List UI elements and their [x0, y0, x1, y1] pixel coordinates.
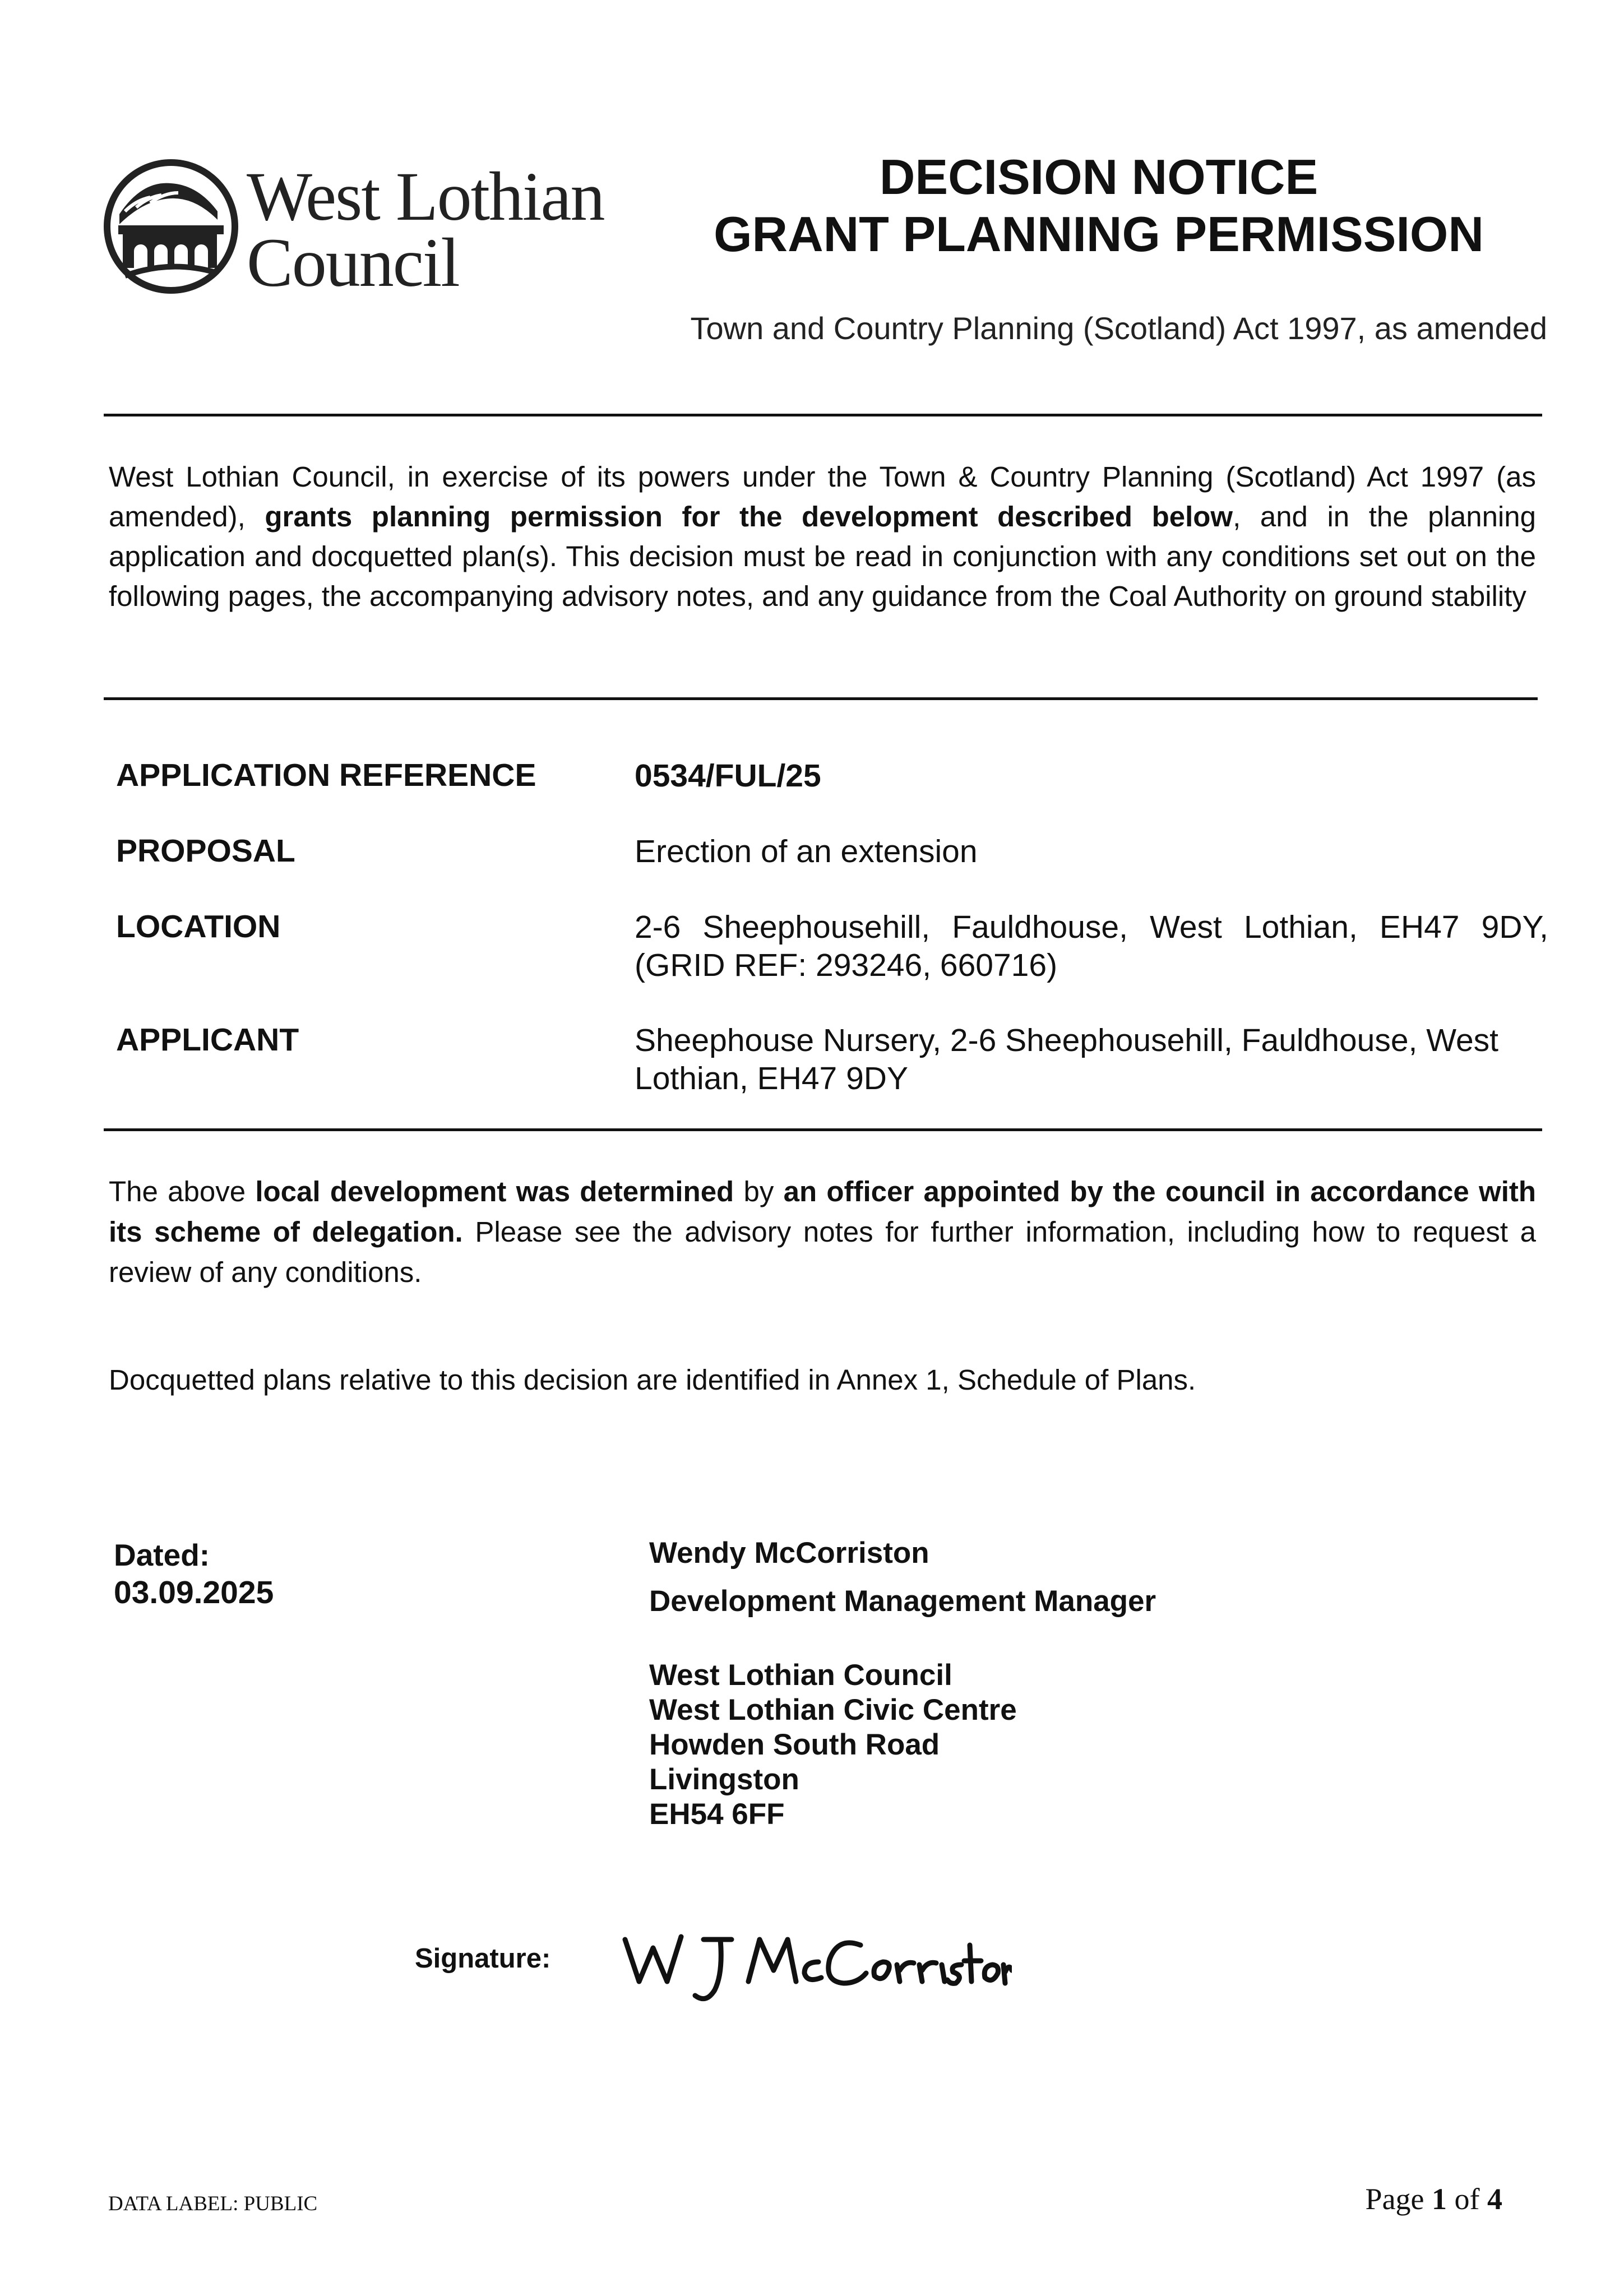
signatory-name: Wendy McCorriston	[649, 1536, 929, 1570]
applicant-value: Sheephouse Nursery, 2-6 Sheephousehill, Fauldhouse, West Lothian, EH47 9DY	[635, 1022, 1499, 1096]
page-current: 1	[1432, 2182, 1447, 2216]
determination-paragraph	[109, 1172, 1536, 1293]
address-line: West Lothian Civic Centre	[649, 1693, 1017, 1726]
location-value: 2-6 Sheephousehill, Fauldhouse, West Lothian, EH47 9DY, (GRID REF: 293246, 660716)	[635, 909, 1548, 983]
council-logo-icon	[103, 158, 239, 295]
notice-subtitle: GRANT PLANNING PERMISSION	[714, 206, 1484, 262]
logo-line-1: West Lothian	[247, 158, 604, 235]
data-classification-label: DATA LABEL: PUBLIC	[108, 2192, 318, 2215]
determination-bold: local development was determined	[255, 1175, 734, 1207]
docquetted-plans-note: Docquetted plans relative to this decision are identified in Annex 1, Schedule of Plans.	[109, 1364, 1196, 1396]
page-of: of	[1447, 2182, 1487, 2216]
intro-text: West Lothian Council, in exercise of its powers under the Town & Country Planning (Scotland) Act 1997 (as amended),	[109, 461, 1536, 533]
council-logo-text	[247, 158, 604, 301]
address-line: EH54 6FF	[649, 1798, 785, 1831]
address-line: Howden South Road	[649, 1728, 940, 1761]
determination-bold: an officer appointed by the council in accordance with its scheme of delegation.	[109, 1175, 1537, 1248]
page-word: Page	[1365, 2182, 1432, 2216]
signature-label: Signature:	[415, 1943, 551, 1974]
proposal-value: Erection of an extension	[635, 834, 978, 869]
dated-value: 03.09.2025	[114, 1575, 274, 1610]
address-line: West Lothian Council	[649, 1659, 952, 1692]
intro-bold: grants planning permission for the development described below	[265, 501, 1233, 533]
notice-title: DECISION NOTICE	[879, 149, 1318, 205]
address-line: Livingston	[649, 1763, 799, 1796]
divider	[104, 1128, 1542, 1131]
determination-text: Please see the advisory notes for further information, including how to request a review of any conditions.	[109, 1216, 1536, 1288]
signatory-role: Development Management Manager	[649, 1585, 1156, 1618]
applicant-label: APPLICANT	[116, 1022, 299, 1058]
page-total: 4	[1487, 2182, 1502, 2216]
proposal-label: PROPOSAL	[116, 833, 295, 869]
location-label: LOCATION	[116, 909, 281, 945]
intro-paragraph	[109, 457, 1536, 616]
application-reference-label: APPLICATION REFERENCE	[116, 757, 536, 793]
notice-title-block	[628, 149, 1570, 263]
determination-text: The above	[109, 1175, 256, 1207]
application-reference-value: 0534/FUL/25	[635, 758, 821, 794]
page-number	[1323, 2182, 1502, 2216]
logo-line-2: Council	[247, 224, 459, 301]
divider	[104, 697, 1538, 700]
dated-label: Dated:	[114, 1538, 210, 1572]
handwritten-signature	[619, 1917, 1012, 2018]
divider	[104, 414, 1542, 416]
act-reference: Town and Country Planning (Scotland) Act 1997, as amended	[690, 311, 1547, 346]
determination-text: by	[734, 1175, 784, 1207]
intro-text-continued: , and in the planning application and docquetted plan(s). This decision must be read in conjunction with any conditions set out on the following pages, the accompanying advisory notes, and any guidance from the Coal Authority on ground stability	[109, 501, 1536, 612]
